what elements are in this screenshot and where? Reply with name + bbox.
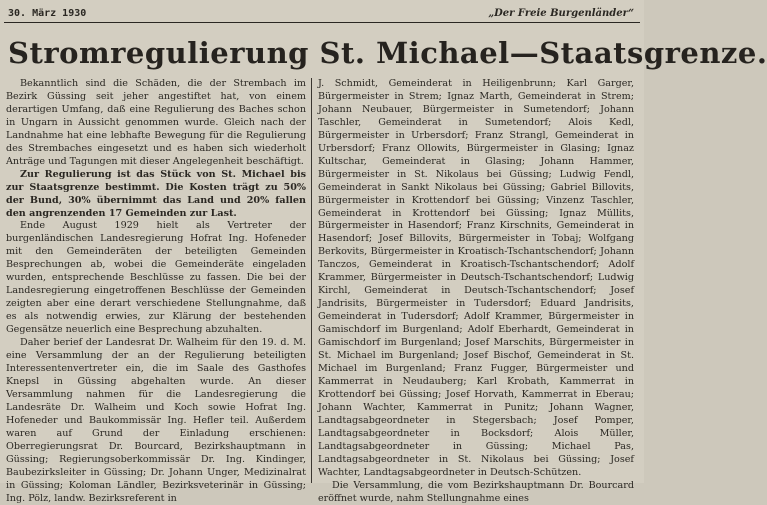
paragraph-bold: Zur Regulierung ist das Stück von St. Michael bis zur Staatsgrenze bestimmt. Die Kosten trägt zu 50% der Bund, 30% übernimmt das Land und 20% fallen den angrenzenden 17 Gemeinden zur Last. xyxy=(6,168,306,219)
paragraph: Ende August 1929 hielt als Vertreter der burgenländischen Landesregierung Hofrat Ing. Hofeneder mit den Gemeinderäten der beteiligten Gemeinden Besprechungen ab, wobei die Gemeinderäte eingeladen wurden, entsprechende Beschlüsse zu fassen. Die bei der Landesregierung eingetroffenen Beschlüsse der Gemeinden zeigten aber eine derart verschiedene Stellungnahme, daß es als notwendig erwies, zur Klärung der bestehenden Gegensätze neuerlich eine Besprechung abzuhalten. xyxy=(6,220,306,336)
issue-date: 30. März 1930 xyxy=(8,7,87,19)
column-divider xyxy=(311,78,312,483)
header-rule xyxy=(4,22,640,23)
newspaper-name: „Der Freie Burgenländer“ xyxy=(488,7,634,19)
article-headline: Stromregulierung St. Michael—Staatsgrenze. xyxy=(8,36,767,70)
paragraph: Die Versammlung, die vom Bezirkshauptmann Dr. Bourcard eröffnet wurde, nahm Stellungnahme eines xyxy=(318,479,634,504)
paragraph: Bekanntlich sind die Schäden, die der Strembach im Bezirk Güssing seit jeher angestiftet hat, von einem derartigen Umfang, daß eine Regulierung des Baches schon in Ungarn in Aussicht genommen wurde. Gleich nach der Landnahme hat eine lebhafte Bewegung für die Regulierung des Strembaches eingesetzt und es haben sich wiederholt Anträge und Tagungen mit dieser Angelegenheit beschäftigt. xyxy=(6,78,306,167)
left-column xyxy=(6,78,306,504)
paragraph: J. Schmidt, Gemeinderat in Heiligenbrunn; Karl Garger, Bürgermeister in Strem; Ignaz Marth, Gemeinderat in Strem; Johann Neubauer, Bürgermeister in Sumetendorf; Johann Taschler, Gemeinderat in Sumetendorf; Alois Kedl, Bürgermeister in Urbersdorf; Franz Strangl, Gemeinderat in Urbersdorf; Franz Ollowits, Bürgermeister in Glasing; Ignaz Kultschar, Gemeinderat in Glasing; Johann Hammer, Bürgermeister in St. Nikolaus bei Güssing; Ludwig Fendl, Gemeinderat in Sankt Nikolaus bei Güssing; Gabriel Billovits, Bürgermeister in Krottendorf bei Güssing; Vinzenz Taschler, Gemeinderat in Krottendorf bei Güssing; Ignaz Müllits, Bürgermeister in Hasendorf; Franz Kirschnits, Gemeinderat in Hasendorf; Josef Billovits, Bürgermeister in Tobaj; Wolfgang Berkovits, Bürgermeister in Kroatisch-Tschantschendorf; Johann Tanczos, Gemeinderat in Kroatisch-Tschantschendorf; Adolf Krammer, Bürgermeister in Deutsch-Tschantschendorf; Ludwig Kirchl, Gemeinderat in Deutsch-Tschantschendorf; Josef Jandrisits, Bürgermeister in Tudersdorf; Eduard Jandrisits, Gemeinderat in Tudersdorf; Adolf Krammer, Bürgermeister in Gamischdorf im Burgenland; Adolf Eberhardt, Gemeinderat in Gamischdorf im Burgenland; Josef Marschits, Bürgermeister in St. Michael im Burgenland; Josef Bischof, Gemeinderat in St. Michael im Burgenland; Franz Fugger, Bürgermeister und Kammerrat in Neudauberg; Karl Krobath, Kammerrat in Krottendorf bei Güssing; Josef Horvath, Kammerrat in Eberau; Johann Wachter, Kammerrat in Punitz; Johann Wagner, Landtagsabgeordneter in Stegersbach; Josef Pomper, Landtagsabgeordneter in Bocksdorf; Alois Müller, Landtagsabgeordneter in Güssing; Michael Pas, Landtagsabgeordneter in St. Nikolaus bei Güssing; Josef Wachter, Landtagsabgeordneter in Deutsch-Schützen. xyxy=(318,78,634,478)
running-header xyxy=(8,6,634,20)
right-column xyxy=(318,78,634,504)
paragraph: Daher berief der Landesrat Dr. Walheim für den 19. d. M. eine Versammlung der an der Regulierung beteiligten Interessentenvertreter ein, die im Saale des Gasthofes Knepsl in Güssing abgehalten wurde. An dieser Versammlung nahmen für die Landesregierung die Landesräte Dr. Walheim und Koch sowie Hofrat Ing. Hofeneder und Baukommissär Ing. Hefler teil. Außerdem waren auf Grund der Einladung erschienen: Oberregierungsrat Dr. Bourcard, Bezirkshauptmann in Güssing; Regierungsoberkommissär Dr. Ing. Kindinger, Baubezirksleiter in Güssing; Dr. Johann Unger, Medizinalrat in Güssing; Koloman Ländler, Bezirksveterinär in Güssing; Ing. Pölz, landw. Bezirksreferent in xyxy=(6,337,306,504)
